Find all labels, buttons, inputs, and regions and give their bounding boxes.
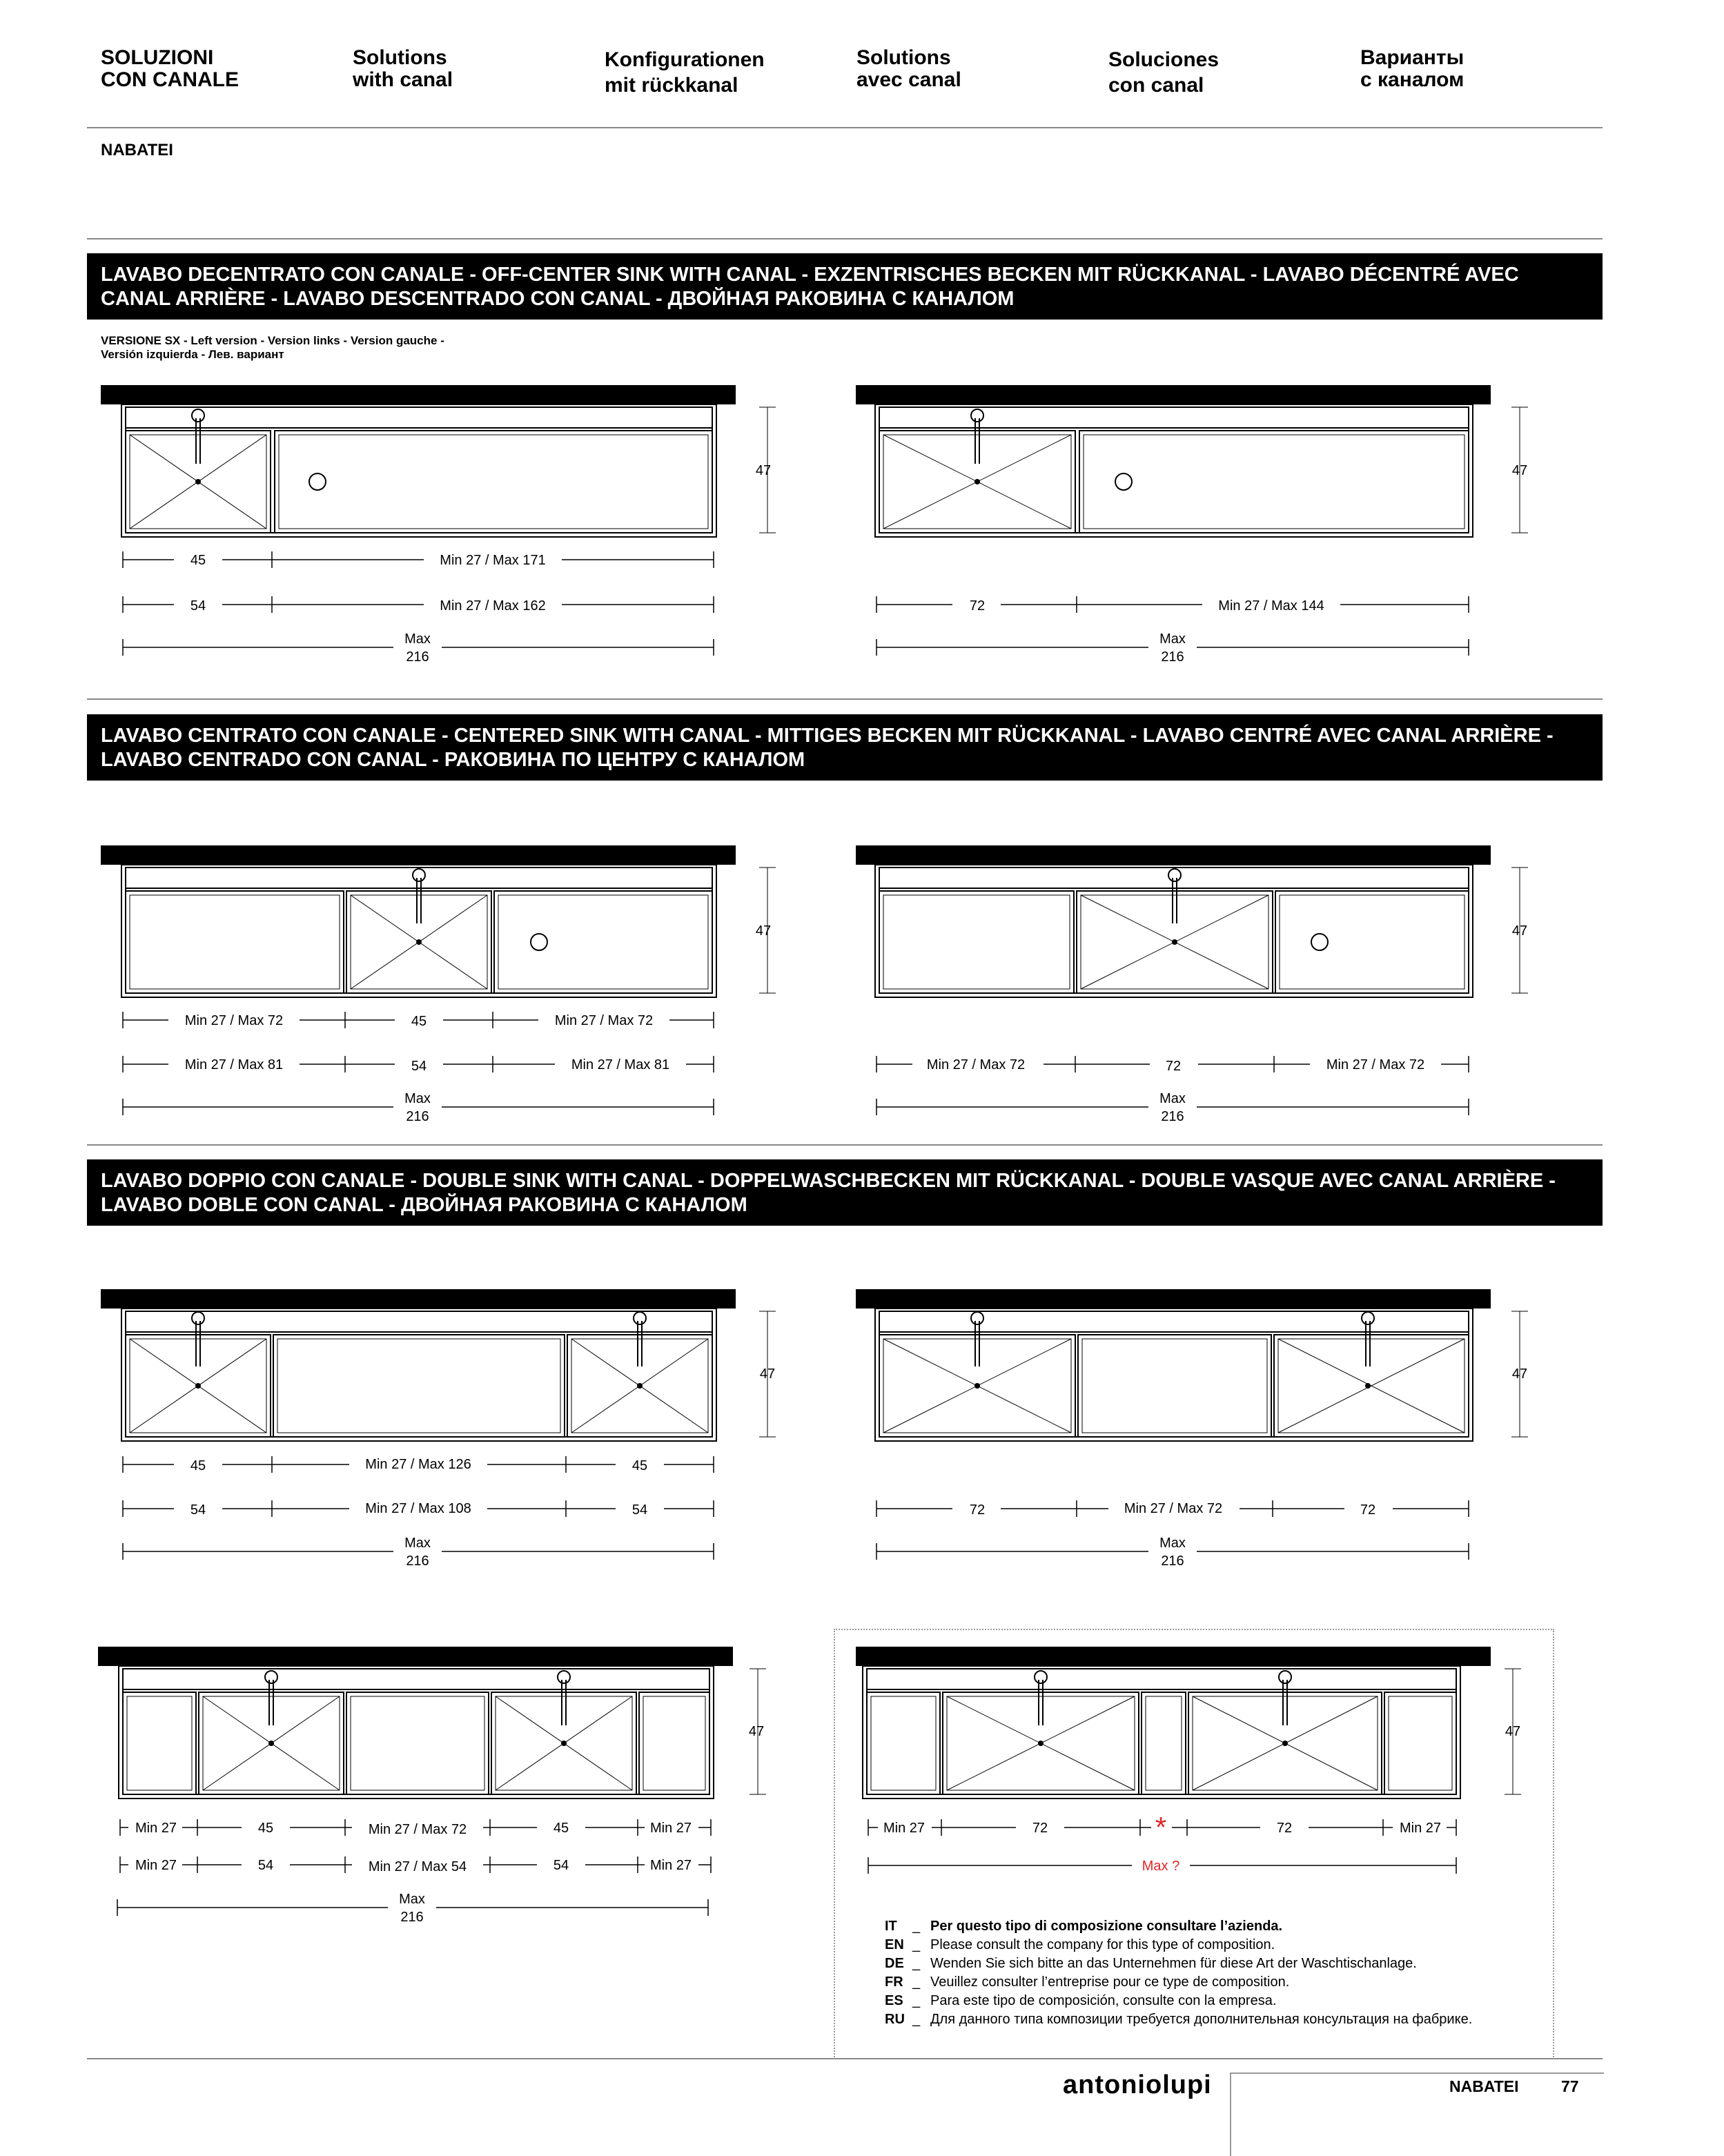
dim-label: Min 27: [1399, 1821, 1442, 1836]
header-col-en: Solutions with canal: [353, 46, 453, 91]
max-value: 216: [1161, 1554, 1184, 1569]
footer-divider: [87, 2058, 1603, 2059]
dim-label: 54: [190, 598, 206, 614]
dim-label: Min 27 / Max 144: [1218, 598, 1324, 614]
note-fr: FR _ Veuillez consulter l’entreprise pour ce type de composition.: [885, 1974, 1290, 1990]
drawing-centered-right: [856, 845, 1528, 997]
dim-label: 72: [1165, 1059, 1182, 1074]
max-label: Max: [1159, 1091, 1186, 1106]
max-label: Max: [1159, 1536, 1186, 1551]
drawing-double-right: [856, 1289, 1528, 1441]
dim-label: Min 27 / Max 54: [368, 1859, 467, 1874]
dim-label: Min 27 / Max 81: [184, 1057, 284, 1072]
max-value: 216: [406, 1109, 429, 1124]
section-band-off-center: LAVABO DECENTRATO CON CANALE - OFF-CENTER SINK WITH CANAL - EXZENTRISCHES BECKEN MIT RÜCKKANAL - LAVABO DÉCENTRÉ AVEC CANAL ARRIÈRE - LAVABO DESCENTRADO CON CANAL - ДВОЙНАЯ РАКОВИНА С КАНАЛОМ: [87, 253, 1603, 320]
note-it: IT _ Per questo tipo di composizione consultare l’azienda.: [885, 1919, 1283, 1934]
max-label: Max: [1159, 631, 1186, 647]
header-col-es: Soluciones con canal: [1108, 48, 1219, 97]
header-col-ru: Варианты с каналом: [1360, 46, 1465, 91]
note-de: DE _ Wenden Sie sich bitte an das Unternehmen für diese Art der Waschtischanlage.: [885, 1956, 1417, 1971]
drawing-double-left: [101, 1289, 776, 1441]
height-label: 47: [755, 923, 772, 939]
drawing-centered-left: [101, 845, 776, 997]
dim-label: 45: [411, 1014, 427, 1029]
max-label: Max: [404, 1536, 431, 1551]
drawing-double-five-bay-left: [98, 1647, 766, 1799]
max-value: 216: [406, 1554, 429, 1569]
note-en: EN _ Please consult the company for this type of composition.: [885, 1937, 1275, 1952]
dim-label: Min 27 / Max 72: [1124, 1501, 1223, 1516]
max-label: Max: [404, 1091, 431, 1106]
dim-label: 45: [631, 1458, 648, 1473]
dim-label: Min 27: [649, 1858, 692, 1873]
brand-logo: antoniolupi: [1063, 2070, 1212, 2099]
dim-label: 72: [1360, 1502, 1376, 1518]
dim-label: Min 27: [649, 1821, 692, 1836]
max-value: 216: [406, 649, 429, 665]
section-band-centered: LAVABO CENTRATO CON CANALE - CENTERED SINK WITH CANAL - MITTIGES BECKEN MIT RÜCKKANAL - LAVABO CENTRÉ AVEC CANAL ARRIÈRE - LAVABO CENTRADO CON CANAL - РАКОВИНА ПО ЦЕНТРУ С КАНАЛОМ: [87, 714, 1603, 781]
dim-label: 72: [969, 1502, 986, 1518]
height-label: 47: [1511, 1366, 1528, 1382]
dim-label: Min 27 / Max 72: [1326, 1057, 1425, 1072]
max-value: 216: [1161, 1109, 1184, 1124]
max-label: Max: [399, 1892, 425, 1907]
height-label: 47: [755, 463, 772, 478]
section-band-double: LAVABO DOPPIO CON CANALE - DOUBLE SINK WITH CANAL - DOPPELWASCHBECKEN MIT RÜCKKANAL - DOUBLE VASQUE AVEC CANAL ARRIÈRE - LAVABO DOBLE CON CANAL - ДВОЙНАЯ РАКОВИНА С КАНАЛОМ: [87, 1159, 1603, 1226]
dim-label: 54: [190, 1502, 206, 1518]
dim-label: 72: [1032, 1821, 1048, 1836]
page-number: 77: [1561, 2077, 1579, 2095]
dimension-labels: [128, 463, 1527, 1925]
asterisk-mark: *: [1155, 1811, 1167, 1843]
dim-label: Min 27 / Max 72: [184, 1013, 284, 1028]
dim-label: Min 27 / Max 162: [440, 598, 546, 614]
dim-label: Min 27 / Max 72: [926, 1057, 1026, 1072]
dim-label: Min 27 / Max 72: [554, 1013, 654, 1028]
dim-label: 45: [257, 1821, 274, 1836]
drawing-double-five-bay-right: [856, 1647, 1521, 1799]
height-label: 47: [759, 1366, 776, 1382]
height-label: 47: [1511, 463, 1528, 478]
dim-label: Min 27 / Max 72: [368, 1822, 467, 1837]
header-col-it: SOLUZIONI CON CANALE: [101, 46, 239, 91]
dim-label: 72: [1276, 1821, 1293, 1836]
drawing-off-center-72-left: [101, 385, 776, 537]
product-label: NABATEI: [101, 141, 173, 159]
dim-label: Min 27 / Max 126: [365, 1457, 471, 1472]
note-es: ES _ Para este tipo de composición, consulte con la empresa.: [885, 1993, 1277, 2008]
max-unknown-label: Max ?: [1142, 1859, 1180, 1874]
max-label: Max: [404, 631, 431, 647]
version-left-label: VERSIONE SX - Left version - Version links - Version gauche - Versión izquierda - Лев. вариант: [101, 334, 444, 361]
max-value: 216: [1161, 649, 1184, 665]
note-ru: RU _ Для данного типа композиции требуется дополнительная консультация на фабрике.: [885, 2012, 1473, 2027]
footer-product: NABATEI: [1449, 2077, 1519, 2095]
note-list: [885, 1917, 1472, 2029]
dim-label: 45: [190, 553, 206, 568]
dim-label: 45: [553, 1821, 569, 1836]
header-col-de: Konfigurationen mit rückkanal: [605, 48, 765, 97]
dim-label: 72: [969, 598, 986, 614]
dim-label: Min 27: [883, 1821, 925, 1836]
dim-label: 54: [257, 1858, 274, 1873]
footer-box: [1230, 2072, 1604, 2156]
height-label: 47: [1505, 1724, 1521, 1739]
dim-label: Min 27 / Max 171: [440, 553, 546, 568]
height-label: 47: [748, 1724, 765, 1739]
max-value: 216: [400, 1910, 424, 1925]
header-col-fr: Solutions avec canal: [856, 46, 961, 91]
drawing-off-center-72-right: [856, 385, 1528, 537]
height-label: 47: [1511, 923, 1528, 939]
dimension-lines: [117, 551, 1469, 1916]
dim-label: 45: [190, 1458, 206, 1473]
dim-label: Min 27 / Max 108: [365, 1501, 471, 1516]
dim-label: 54: [631, 1502, 648, 1518]
dim-label: 54: [411, 1059, 427, 1074]
dim-label: Min 27: [135, 1821, 177, 1836]
dim-label: Min 27 / Max 81: [571, 1057, 670, 1072]
dim-label: Min 27: [135, 1858, 177, 1873]
dim-label: 54: [553, 1858, 569, 1873]
